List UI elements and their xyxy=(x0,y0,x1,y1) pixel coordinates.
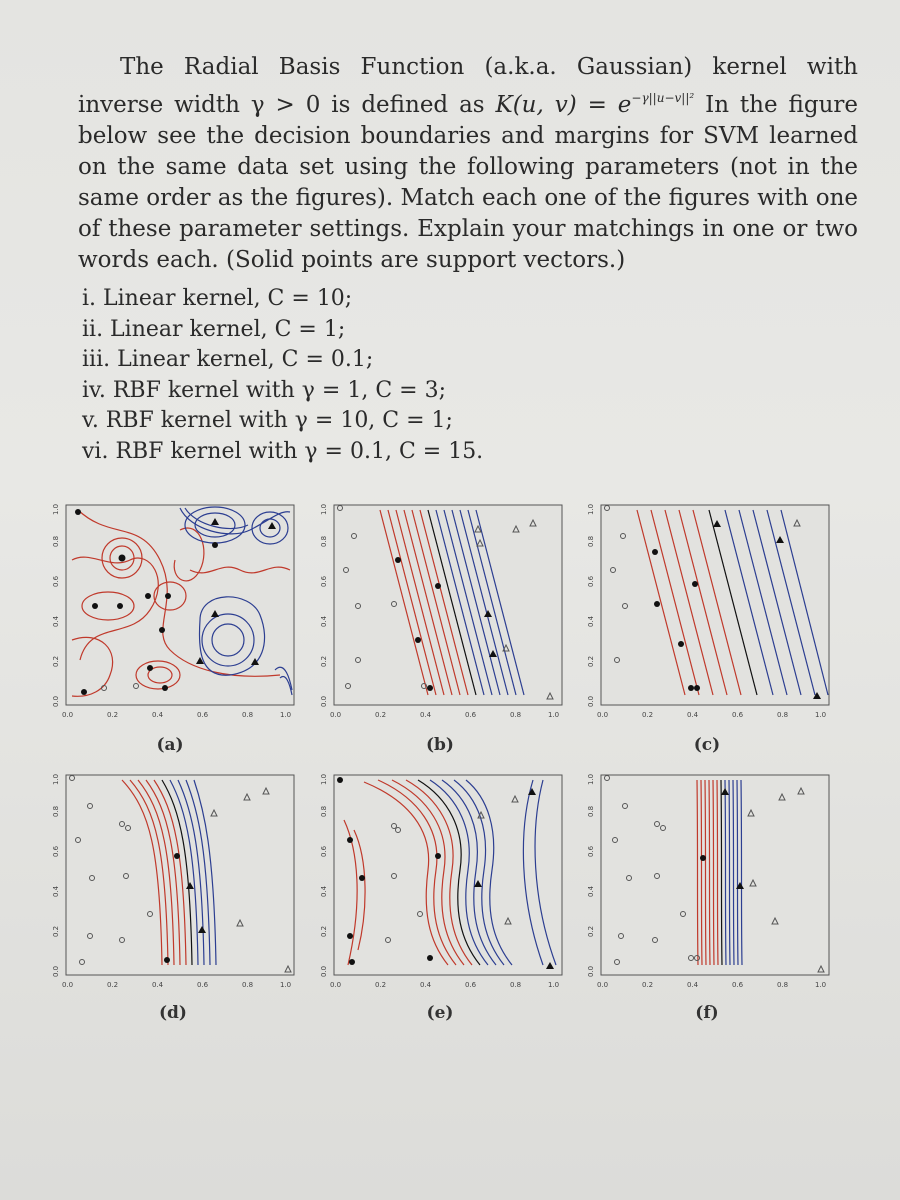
caption-a: (a) xyxy=(156,735,184,755)
svg-text:0.4: 0.4 xyxy=(420,981,432,989)
svg-text:0.4: 0.4 xyxy=(52,615,60,627)
svg-text:0.8: 0.8 xyxy=(510,981,522,989)
svg-text:0.0: 0.0 xyxy=(52,965,60,977)
svg-text:0.8: 0.8 xyxy=(510,711,522,719)
svg-text:0.0: 0.0 xyxy=(597,711,609,719)
svg-text:0.0: 0.0 xyxy=(587,695,595,707)
figure-b-plot xyxy=(318,500,568,730)
figure-f-plot xyxy=(585,770,835,1000)
svg-text:0.2: 0.2 xyxy=(375,711,387,719)
svg-text:0.0: 0.0 xyxy=(597,981,609,989)
svg-text:0.0: 0.0 xyxy=(62,981,74,989)
kernel-formula: K(u, $v) = e^{-\gamma||u-v||^2}$ xyxy=(495,91,695,118)
svg-text:0.8: 0.8 xyxy=(777,711,789,719)
svg-text:0.8: 0.8 xyxy=(320,805,328,817)
svg-text:0.6: 0.6 xyxy=(587,845,595,857)
svg-text:0.0: 0.0 xyxy=(330,711,342,719)
svg-text:0.2: 0.2 xyxy=(107,711,119,719)
svg-text:0.4: 0.4 xyxy=(152,711,164,719)
svg-text:1.0: 1.0 xyxy=(320,773,328,785)
figure-c-plot xyxy=(585,500,835,730)
option-ii: ii. Linear kernel, C = 1; xyxy=(82,316,346,342)
svg-text:0.0: 0.0 xyxy=(320,695,328,707)
figure-e-plot xyxy=(318,770,568,1000)
svg-text:0.8: 0.8 xyxy=(587,805,595,817)
svg-text:0.0: 0.0 xyxy=(62,711,74,719)
option-v: v. RBF kernel with γ = 10, C = 1; xyxy=(82,408,453,433)
svg-text:0.4: 0.4 xyxy=(587,885,595,897)
svg-text:1.0: 1.0 xyxy=(587,773,595,785)
svg-text:0.0: 0.0 xyxy=(320,965,328,977)
figure-e xyxy=(318,770,568,1000)
figure-a-plot xyxy=(50,500,300,730)
svg-text:0.2: 0.2 xyxy=(375,981,387,989)
svg-text:0.8: 0.8 xyxy=(242,981,254,989)
svg-text:0.2: 0.2 xyxy=(642,981,654,989)
svg-text:1.0: 1.0 xyxy=(587,503,595,515)
svg-text:1.0: 1.0 xyxy=(548,981,560,989)
figure-a xyxy=(50,500,300,730)
figure-d-plot xyxy=(50,770,300,1000)
svg-text:0.4: 0.4 xyxy=(687,981,699,989)
option-iii: iii. Linear kernel, C = 0.1; xyxy=(82,347,374,372)
svg-text:0.8: 0.8 xyxy=(777,981,789,989)
svg-text:0.4: 0.4 xyxy=(687,711,699,719)
intro-part1: The Radial Basis Function (a.k.a. Gaussian) kernel with inverse width γ > 0 is defined as xyxy=(78,54,858,118)
caption-f: (f) xyxy=(695,1003,719,1023)
svg-text:0.8: 0.8 xyxy=(242,711,254,719)
svg-text:1.0: 1.0 xyxy=(320,503,328,515)
svg-text:0.4: 0.4 xyxy=(320,615,328,627)
svg-text:0.2: 0.2 xyxy=(642,711,654,719)
svg-text:0.4: 0.4 xyxy=(320,885,328,897)
caption-e: (e) xyxy=(426,1003,454,1023)
caption-b: (b) xyxy=(426,735,454,755)
option-vi: vi. RBF kernel with γ = 0.1, C = 15. xyxy=(82,438,484,464)
caption-d: (d) xyxy=(159,1003,187,1023)
svg-text:0.6: 0.6 xyxy=(320,575,328,587)
option-iv: iv. RBF kernel with γ = 1, C = 3; xyxy=(82,377,446,403)
svg-text:0.2: 0.2 xyxy=(320,925,328,937)
svg-text:0.6: 0.6 xyxy=(732,711,744,719)
svg-text:0.4: 0.4 xyxy=(587,615,595,627)
svg-text:1.0: 1.0 xyxy=(280,711,292,719)
svg-text:1.0: 1.0 xyxy=(52,773,60,785)
svg-text:0.4: 0.4 xyxy=(52,885,60,897)
svg-text:0.6: 0.6 xyxy=(197,711,209,719)
svg-text:1.0: 1.0 xyxy=(815,981,827,989)
option-i: i. Linear kernel, C = 10; xyxy=(82,286,353,311)
svg-text:0.6: 0.6 xyxy=(52,845,60,857)
svg-text:0.2: 0.2 xyxy=(587,655,595,667)
svg-text:0.6: 0.6 xyxy=(320,845,328,857)
svg-text:0.6: 0.6 xyxy=(732,981,744,989)
caption-c: (c) xyxy=(693,735,721,755)
svg-text:0.2: 0.2 xyxy=(107,981,119,989)
figure-b xyxy=(318,500,568,730)
svg-text:0.2: 0.2 xyxy=(320,655,328,667)
svg-text:0.0: 0.0 xyxy=(587,965,595,977)
svg-text:0.8: 0.8 xyxy=(320,535,328,547)
svg-text:0.2: 0.2 xyxy=(587,925,595,937)
parameter-options xyxy=(82,284,483,467)
figure-d xyxy=(50,770,300,1000)
figure-c xyxy=(585,500,835,730)
svg-text:1.0: 1.0 xyxy=(52,503,60,515)
svg-text:0.6: 0.6 xyxy=(465,711,477,719)
svg-text:1.0: 1.0 xyxy=(280,981,292,989)
svg-text:1.0: 1.0 xyxy=(815,711,827,719)
svg-text:0.2: 0.2 xyxy=(52,925,60,937)
svg-text:0.0: 0.0 xyxy=(52,695,60,707)
svg-text:1.0: 1.0 xyxy=(548,711,560,719)
svg-text:0.8: 0.8 xyxy=(52,535,60,547)
svg-text:0.6: 0.6 xyxy=(197,981,209,989)
svg-text:0.2: 0.2 xyxy=(52,655,60,667)
svg-text:0.4: 0.4 xyxy=(152,981,164,989)
svg-text:0.4: 0.4 xyxy=(420,711,432,719)
figure-f xyxy=(585,770,835,1000)
svg-text:0.8: 0.8 xyxy=(587,535,595,547)
svg-text:0.6: 0.6 xyxy=(52,575,60,587)
svg-text:0.8: 0.8 xyxy=(52,805,60,817)
svg-text:0.0: 0.0 xyxy=(330,981,342,989)
svg-text:0.6: 0.6 xyxy=(465,981,477,989)
svg-text:0.6: 0.6 xyxy=(587,575,595,587)
intro-part2: In the figure below see the decision boundaries and margins for SVM learned on the same data set using the following parameters (not in the same order as the figures). Match each one of the figures with one of these parameter settings. Explain your matchings in one or two words each. (Solid points are support vectors.) xyxy=(78,92,858,273)
intro-paragraph xyxy=(78,52,858,276)
